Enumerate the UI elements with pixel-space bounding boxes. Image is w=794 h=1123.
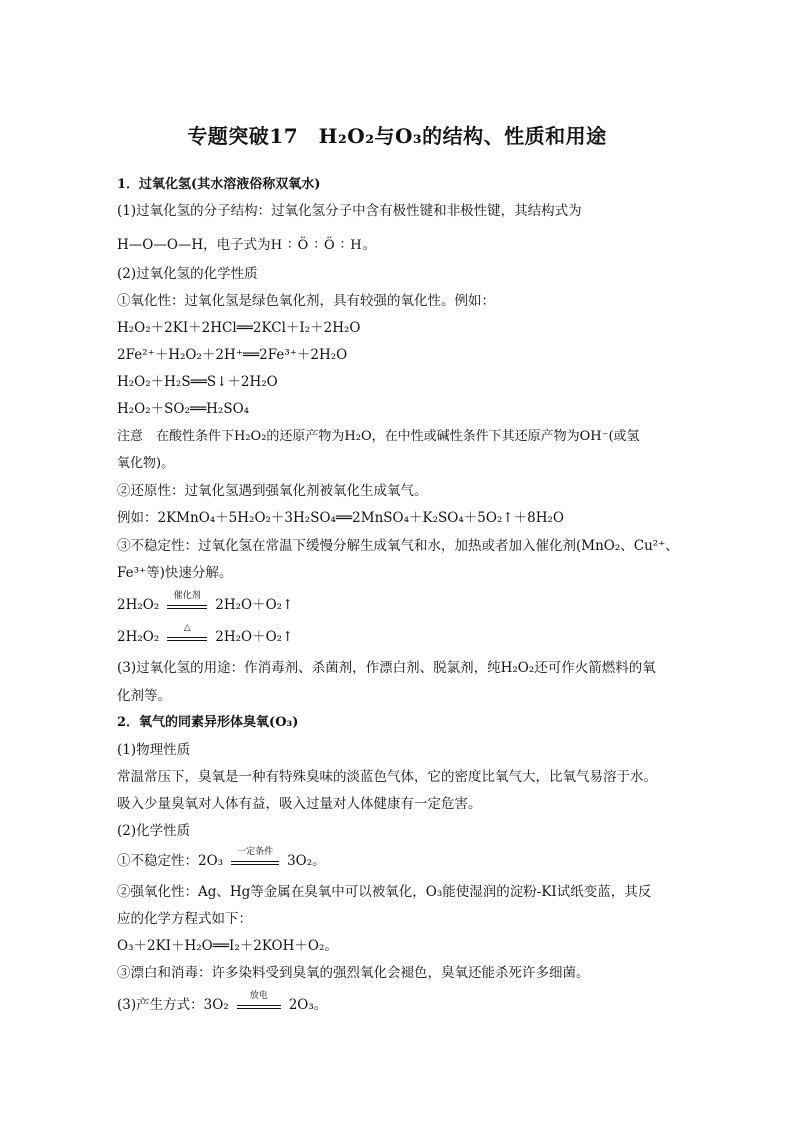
- ozone-equation: O₃＋2KI＋H₂O══I₂＋2KOH＋O₂。: [117, 938, 338, 954]
- structural-formula-text: H—O—O—H，电子式为: [117, 237, 271, 253]
- discharge-arrow: [235, 990, 283, 1015]
- equation-2: 2Fe²⁺＋H₂O₂＋2H⁺══2Fe³⁺＋2H₂O: [117, 347, 348, 363]
- note-line2: 氧化物)。: [117, 456, 175, 471]
- heat-arrow: [165, 622, 209, 647]
- structure-paragraph-line2: [117, 236, 677, 255]
- decomp2-right: 2H₂O＋O₂↑: [215, 629, 294, 645]
- ozone-instability: [117, 846, 677, 871]
- ozone-instability-right: 3O₂。: [287, 853, 326, 869]
- chemical-properties-heading: (2)过氧化氢的化学性质: [117, 266, 258, 282]
- catalyst-label: 催化剂: [173, 590, 201, 601]
- physical-line1: 常温常压下，臭氧是一种有特殊臭味的淡蓝色气体，它的密度比氧气大，比氧气易溶于水。: [117, 769, 657, 785]
- equation-1: H₂O₂＋2KI＋2HCl══2KCl＋I₂＋2H₂O: [117, 320, 361, 336]
- note-line1: 注意 在酸性条件下H₂O₂的还原产物为H₂O，在中性或碱性条件下其还原产物为OH⁻(或氢: [117, 429, 640, 444]
- ozone-oxidizing-line1: ②强氧化性：Ag、Hg等金属在臭氧中可以被氧化，O₃能使湿润的淀粉-KI试纸变蓝，其反: [117, 884, 652, 900]
- physical-line2: 吸入少量臭氧对人体有益，吸入过量对人体健康有一定危害。: [117, 796, 482, 812]
- production-right: 2O₃。: [288, 997, 328, 1013]
- discharge-label: 放电: [249, 990, 268, 1001]
- instability-line1: ③不稳定性：过氧化氢在常温下缓慢分解生成氧气和水，加热或者加入催化剂(MnO₂、Cu²⁺、: [117, 538, 679, 554]
- chemical-properties-heading-2: (2)化学性质: [117, 823, 191, 839]
- uses-line1: (3)过氧化氢的用途：作消毒剂、杀菌剂，作漂白剂、脱氯剂，纯H₂O₂还可作火箭燃料的氧: [117, 660, 656, 676]
- condition-arrow: [229, 846, 281, 871]
- bleaching-line: ③漂白和消毒：许多染料受到臭氧的强烈氧化会褪色，臭氧还能杀死许多细菌。: [117, 965, 590, 981]
- decomp2-left: 2H₂O₂: [117, 629, 160, 645]
- oxidizing-heading: ①氧化性：过氧化氢是绿色氧化剂，具有较强的氧化性。例如：: [117, 293, 495, 309]
- instability-line2: Fe³⁺等)快速分解。: [117, 565, 233, 581]
- decomposition-equation-2: [117, 622, 677, 647]
- decomp1-left: 2H₂O₂: [117, 597, 160, 613]
- production-left: (3)产生方式：3O₂: [117, 997, 229, 1013]
- equation-3: H₂O₂＋H₂S══S↓＋2H₂O: [117, 374, 278, 390]
- uses-line2: 化剂等。: [117, 688, 171, 704]
- physical-properties-heading: (1)物理性质: [117, 742, 191, 758]
- section-2-heading: 2．氧气的同素异形体臭氧(O₃): [117, 715, 299, 730]
- production-method: [117, 990, 677, 1015]
- decomposition-equation-1: [117, 590, 677, 615]
- reducing-heading: ②还原性：过氧化氢遇到强氧化剂被氧化生成氧气。: [117, 483, 428, 499]
- electron-formula: H ∶ Ö ∶ Ö ∶ H: [270, 238, 363, 253]
- decomp1-right: 2H₂O＋O₂↑: [215, 597, 294, 613]
- condition-label: 一定条件: [237, 846, 274, 857]
- equation-4: H₂O₂＋SO₂══H₂SO₄: [117, 401, 250, 417]
- section-1-heading: 1．过氧化氢(其水溶液俗称双氧水): [117, 177, 321, 192]
- ozone-oxidizing-line2: 应的化学方程式如下：: [117, 911, 252, 927]
- ozone-instability-left: ①不稳定性：2O₃: [117, 853, 224, 869]
- catalyst-arrow: [165, 590, 209, 615]
- reducing-equation: 例如：2KMnO₄＋5H₂O₂＋3H₂SO₄══2MnSO₄＋K₂SO₄＋5O₂↑＋8H₂O: [117, 510, 564, 526]
- electron-formula-end: 。: [362, 237, 377, 253]
- heat-label: △: [183, 622, 191, 633]
- structure-paragraph-line1: (1)过氧化氢的分子结构：过氧化氢分子中含有极性键和非极性键，其结构式为: [117, 203, 582, 219]
- page-title: 专题突破17 H₂O₂与O₃的结构、性质和用途: [187, 124, 607, 148]
